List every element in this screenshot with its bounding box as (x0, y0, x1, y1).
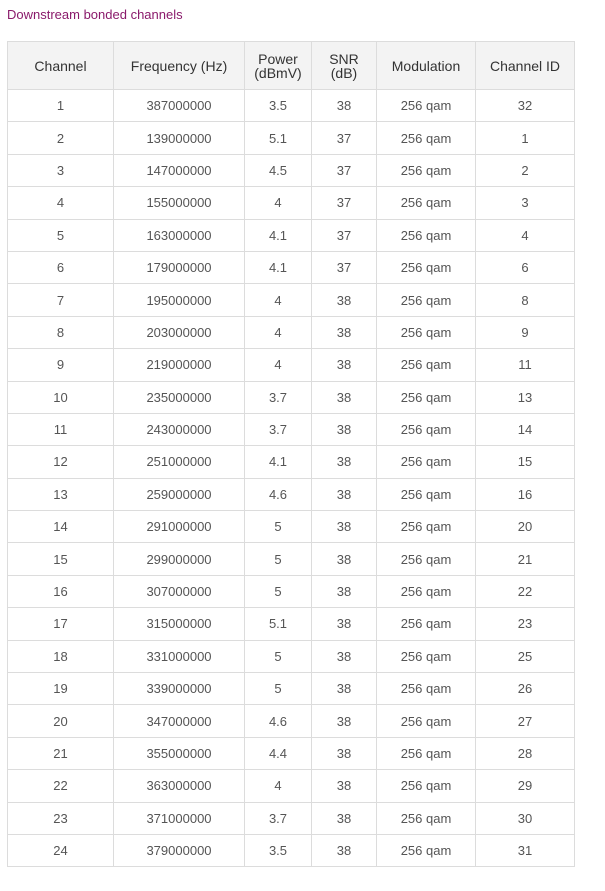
cell-modulation: 256 qam (377, 705, 476, 737)
header-channel-id: Channel ID (476, 42, 575, 90)
cell-frequency: 163000000 (114, 219, 245, 251)
cell-channel: 24 (8, 834, 114, 866)
cell-snr: 38 (312, 90, 377, 122)
cell-power: 5 (245, 511, 312, 543)
table-row (8, 187, 575, 219)
cell-snr: 38 (312, 834, 377, 866)
cell-channel-id: 28 (476, 737, 575, 769)
header-power-line1: Power (258, 50, 298, 67)
cell-power: 4.1 (245, 219, 312, 251)
cell-power: 4 (245, 770, 312, 802)
table-row (8, 284, 575, 316)
cell-snr: 37 (312, 187, 377, 219)
cell-snr: 38 (312, 316, 377, 348)
cell-channel: 19 (8, 673, 114, 705)
cell-snr: 38 (312, 737, 377, 769)
cell-frequency: 155000000 (114, 187, 245, 219)
cell-frequency: 139000000 (114, 122, 245, 154)
cell-modulation: 256 qam (377, 543, 476, 575)
cell-modulation: 256 qam (377, 511, 476, 543)
cell-frequency: 355000000 (114, 737, 245, 769)
cell-power: 5.1 (245, 608, 312, 640)
cell-channel-id: 22 (476, 575, 575, 607)
cell-snr: 38 (312, 543, 377, 575)
cell-channel-id: 32 (476, 90, 575, 122)
header-power-line2: (dBmV) (254, 64, 302, 81)
table-row (8, 802, 575, 834)
cell-channel-id: 20 (476, 511, 575, 543)
table-row (8, 154, 575, 186)
table-row (8, 511, 575, 543)
cell-modulation: 256 qam (377, 608, 476, 640)
cell-channel: 7 (8, 284, 114, 316)
cell-channel-id: 29 (476, 770, 575, 802)
table-row (8, 834, 575, 866)
cell-frequency: 243000000 (114, 413, 245, 445)
cell-channel: 22 (8, 770, 114, 802)
table-row (8, 349, 575, 381)
cell-snr: 37 (312, 219, 377, 251)
cell-channel-id: 6 (476, 251, 575, 283)
table-row (8, 316, 575, 348)
downstream-channels-table (7, 41, 575, 867)
section-title: Downstream bonded channels (7, 7, 183, 22)
cell-channel-id: 27 (476, 705, 575, 737)
cell-modulation: 256 qam (377, 802, 476, 834)
cell-power: 4.6 (245, 705, 312, 737)
cell-modulation: 256 qam (377, 770, 476, 802)
cell-frequency: 307000000 (114, 575, 245, 607)
cell-channel-id: 9 (476, 316, 575, 348)
header-snr (312, 42, 377, 90)
cell-snr: 38 (312, 575, 377, 607)
cell-channel: 1 (8, 90, 114, 122)
table-row (8, 737, 575, 769)
cell-power: 5 (245, 543, 312, 575)
cell-channel: 14 (8, 511, 114, 543)
cell-channel-id: 2 (476, 154, 575, 186)
cell-channel: 5 (8, 219, 114, 251)
cell-modulation: 256 qam (377, 284, 476, 316)
cell-frequency: 203000000 (114, 316, 245, 348)
header-frequency: Frequency (Hz) (114, 42, 245, 90)
cell-channel: 18 (8, 640, 114, 672)
header-power (245, 42, 312, 90)
cell-power: 4 (245, 316, 312, 348)
cell-channel: 11 (8, 413, 114, 445)
cell-snr: 38 (312, 349, 377, 381)
cell-snr: 38 (312, 673, 377, 705)
header-channel: Channel (8, 42, 114, 90)
cell-snr: 38 (312, 478, 377, 510)
cell-channel: 21 (8, 737, 114, 769)
cell-modulation: 256 qam (377, 90, 476, 122)
cell-snr: 37 (312, 251, 377, 283)
cell-modulation: 256 qam (377, 381, 476, 413)
table-row (8, 446, 575, 478)
cell-power: 5.1 (245, 122, 312, 154)
cell-channel-id: 16 (476, 478, 575, 510)
cell-channel: 13 (8, 478, 114, 510)
cell-modulation: 256 qam (377, 673, 476, 705)
cell-modulation: 256 qam (377, 251, 476, 283)
cell-power: 5 (245, 575, 312, 607)
table-row (8, 575, 575, 607)
cell-modulation: 256 qam (377, 478, 476, 510)
cell-frequency: 195000000 (114, 284, 245, 316)
cell-channel: 3 (8, 154, 114, 186)
cell-snr: 38 (312, 284, 377, 316)
cell-snr: 38 (312, 446, 377, 478)
cell-channel: 15 (8, 543, 114, 575)
cell-power: 5 (245, 640, 312, 672)
cell-power: 5 (245, 673, 312, 705)
cell-channel-id: 30 (476, 802, 575, 834)
table-header-row (8, 42, 575, 90)
table-row (8, 219, 575, 251)
cell-channel-id: 25 (476, 640, 575, 672)
cell-channel-id: 31 (476, 834, 575, 866)
cell-channel-id: 13 (476, 381, 575, 413)
cell-channel-id: 8 (476, 284, 575, 316)
cell-snr: 38 (312, 802, 377, 834)
cell-channel-id: 21 (476, 543, 575, 575)
cell-modulation: 256 qam (377, 122, 476, 154)
cell-frequency: 339000000 (114, 673, 245, 705)
cell-channel-id: 4 (476, 219, 575, 251)
cell-channel: 12 (8, 446, 114, 478)
cell-channel-id: 23 (476, 608, 575, 640)
cell-snr: 38 (312, 381, 377, 413)
cell-snr: 37 (312, 122, 377, 154)
table-row (8, 608, 575, 640)
cell-modulation: 256 qam (377, 349, 476, 381)
cell-snr: 38 (312, 705, 377, 737)
cell-channel: 17 (8, 608, 114, 640)
cell-power: 4.1 (245, 251, 312, 283)
cell-power: 3.5 (245, 834, 312, 866)
cell-frequency: 291000000 (114, 511, 245, 543)
table-row (8, 673, 575, 705)
table-row (8, 705, 575, 737)
cell-frequency: 371000000 (114, 802, 245, 834)
cell-frequency: 363000000 (114, 770, 245, 802)
cell-modulation: 256 qam (377, 316, 476, 348)
cell-channel: 4 (8, 187, 114, 219)
cell-power: 3.7 (245, 381, 312, 413)
cell-channel: 10 (8, 381, 114, 413)
cell-power: 4.5 (245, 154, 312, 186)
cell-channel-id: 11 (476, 349, 575, 381)
table-row (8, 478, 575, 510)
header-modulation: Modulation (377, 42, 476, 90)
table-row (8, 251, 575, 283)
cell-frequency: 251000000 (114, 446, 245, 478)
header-snr-line1: SNR (329, 50, 359, 67)
table-body (8, 90, 575, 867)
cell-power: 4 (245, 349, 312, 381)
cell-modulation: 256 qam (377, 219, 476, 251)
cell-frequency: 387000000 (114, 90, 245, 122)
cell-frequency: 259000000 (114, 478, 245, 510)
cell-frequency: 219000000 (114, 349, 245, 381)
cell-snr: 38 (312, 640, 377, 672)
cell-power: 4.6 (245, 478, 312, 510)
cell-channel: 8 (8, 316, 114, 348)
cell-modulation: 256 qam (377, 640, 476, 672)
cell-frequency: 235000000 (114, 381, 245, 413)
cell-modulation: 256 qam (377, 413, 476, 445)
cell-modulation: 256 qam (377, 446, 476, 478)
cell-modulation: 256 qam (377, 834, 476, 866)
cell-channel-id: 3 (476, 187, 575, 219)
cell-frequency: 299000000 (114, 543, 245, 575)
cell-channel: 23 (8, 802, 114, 834)
cell-channel-id: 1 (476, 122, 575, 154)
cell-snr: 37 (312, 154, 377, 186)
cell-channel: 2 (8, 122, 114, 154)
cell-power: 3.7 (245, 802, 312, 834)
cell-channel-id: 26 (476, 673, 575, 705)
cell-snr: 38 (312, 413, 377, 445)
table-row (8, 381, 575, 413)
cell-channel-id: 15 (476, 446, 575, 478)
cell-channel: 9 (8, 349, 114, 381)
header-snr-line2: (dB) (330, 64, 358, 81)
cell-snr: 38 (312, 770, 377, 802)
table-row (8, 90, 575, 122)
cell-frequency: 315000000 (114, 608, 245, 640)
table-row (8, 122, 575, 154)
cell-snr: 38 (312, 608, 377, 640)
cell-power: 4.1 (245, 446, 312, 478)
cell-snr: 38 (312, 511, 377, 543)
cell-modulation: 256 qam (377, 154, 476, 186)
cell-frequency: 331000000 (114, 640, 245, 672)
cell-modulation: 256 qam (377, 575, 476, 607)
cell-frequency: 347000000 (114, 705, 245, 737)
cell-frequency: 147000000 (114, 154, 245, 186)
cell-power: 3.7 (245, 413, 312, 445)
cell-frequency: 379000000 (114, 834, 245, 866)
cell-modulation: 256 qam (377, 187, 476, 219)
cell-channel: 20 (8, 705, 114, 737)
table-row (8, 413, 575, 445)
cell-modulation: 256 qam (377, 737, 476, 769)
cell-power: 3.5 (245, 90, 312, 122)
cell-channel: 16 (8, 575, 114, 607)
cell-frequency: 179000000 (114, 251, 245, 283)
table-row (8, 640, 575, 672)
cell-power: 4 (245, 187, 312, 219)
cell-power: 4.4 (245, 737, 312, 769)
cell-channel-id: 14 (476, 413, 575, 445)
cell-channel: 6 (8, 251, 114, 283)
table-row (8, 770, 575, 802)
table-row (8, 543, 575, 575)
cell-power: 4 (245, 284, 312, 316)
